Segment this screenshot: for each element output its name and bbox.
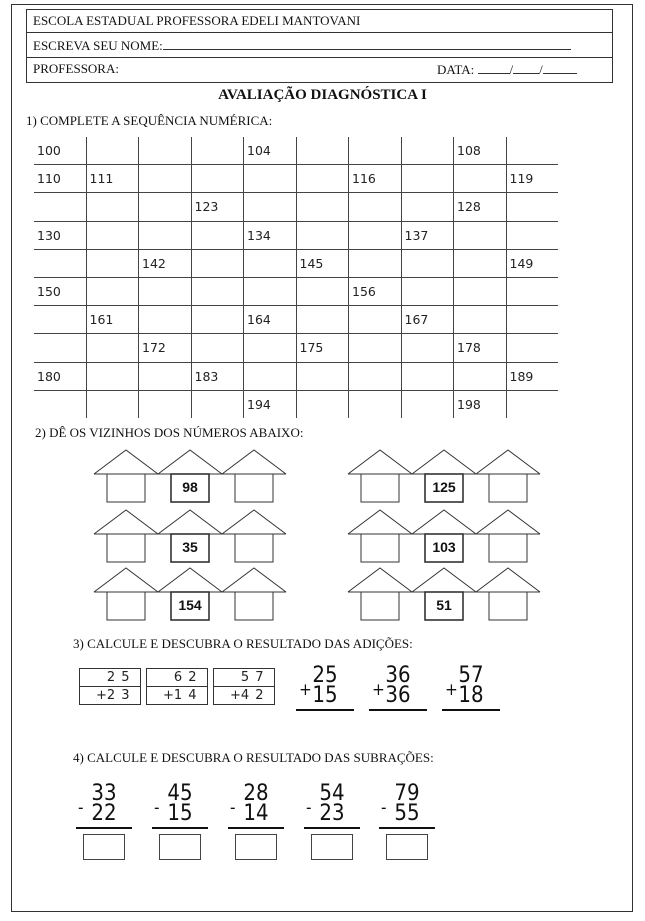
grid-blank-cell[interactable] <box>401 137 454 165</box>
addition-digit: 2 <box>185 669 207 687</box>
operand-bottom: 15 <box>167 801 193 826</box>
grid-number: 150 <box>34 277 86 305</box>
grid-blank-cell[interactable] <box>506 137 558 165</box>
answer-box[interactable] <box>386 834 428 860</box>
grid-blank-cell[interactable] <box>86 249 139 277</box>
minus-sign: - <box>381 798 387 818</box>
name-label: ESCREVA SEU NOME: <box>33 38 163 53</box>
subtraction-problem <box>304 781 360 826</box>
q2-label: 2) DÊ OS VIZINHOS DOS NÚMEROS ABAIXO: <box>35 425 304 440</box>
grid-number: 180 <box>34 362 86 390</box>
house-icon <box>348 568 412 620</box>
grid-blank-cell[interactable] <box>454 165 507 193</box>
header-divider <box>27 57 612 58</box>
addition-table <box>79 668 141 705</box>
operand-bottom: 55 <box>394 801 420 826</box>
date-day-field[interactable] <box>478 61 510 74</box>
grid-blank-cell[interactable] <box>86 334 139 362</box>
grid-blank-cell[interactable] <box>296 390 349 418</box>
grid-number: 119 <box>506 165 558 193</box>
header-box <box>26 9 613 83</box>
grid-blank-cell[interactable] <box>191 390 244 418</box>
grid-row <box>34 306 558 334</box>
grid-blank-cell[interactable] <box>349 306 402 334</box>
house-neighbor-box[interactable] <box>476 568 540 620</box>
grid-number: 178 <box>454 334 507 362</box>
teacher-label: PROFESSORA: <box>33 61 119 76</box>
grid-blank-cell[interactable] <box>86 362 139 390</box>
addition-problem <box>296 663 354 708</box>
grid-blank-cell[interactable] <box>401 165 454 193</box>
result-line <box>76 827 132 829</box>
grid-row <box>34 221 558 249</box>
grid-blank-cell[interactable] <box>349 362 402 390</box>
grid-number: 104 <box>244 137 297 165</box>
house-neighbor-box[interactable] <box>348 568 412 620</box>
house-neighbor-box[interactable] <box>476 510 540 562</box>
grid-blank-cell[interactable] <box>454 221 507 249</box>
grid-number: 123 <box>191 193 244 221</box>
operand-bottom: 15 <box>312 683 338 708</box>
house-middle <box>412 450 476 502</box>
grid-number: 100 <box>34 137 86 165</box>
grid-blank-cell[interactable] <box>349 390 402 418</box>
subtraction-problem <box>379 781 435 826</box>
grid-blank-cell[interactable] <box>139 362 192 390</box>
name-field[interactable] <box>163 37 571 50</box>
result-line <box>152 827 208 829</box>
grid-number: 116 <box>349 165 402 193</box>
date-year-field[interactable] <box>543 61 577 74</box>
grid-blank-cell[interactable] <box>401 193 454 221</box>
grid-blank-cell[interactable] <box>139 221 192 249</box>
grid-blank-cell[interactable] <box>506 221 558 249</box>
operand-top: 36 <box>385 663 411 688</box>
grid-number: 108 <box>454 137 507 165</box>
grid-number: 149 <box>506 249 558 277</box>
operand-bottom: 14 <box>243 801 269 826</box>
school-name: ESCOLA ESTADUAL PROFESSORA EDELI MANTOVANI <box>33 13 361 28</box>
house-number: 51 <box>436 597 452 613</box>
result-line <box>369 709 427 711</box>
grid-blank-cell[interactable] <box>86 277 139 305</box>
addition-digit: 6 <box>147 669 186 687</box>
grid-blank-cell[interactable] <box>349 334 402 362</box>
grid-blank-cell[interactable] <box>139 165 192 193</box>
grid-row <box>34 165 558 193</box>
operand-top: 28 <box>243 781 269 806</box>
addition-digit: 2 <box>255 688 264 703</box>
grid-number: 128 <box>454 193 507 221</box>
grid-blank-cell[interactable] <box>506 277 558 305</box>
house-icon <box>348 450 412 502</box>
grid-blank-cell[interactable] <box>401 277 454 305</box>
grid-blank-cell[interactable] <box>506 306 558 334</box>
operand-top: 25 <box>312 663 338 688</box>
house-icon <box>94 450 158 502</box>
addition-digit: 4 <box>188 688 197 703</box>
grid-number: 134 <box>244 221 297 249</box>
grid-number: 156 <box>349 277 402 305</box>
grid-blank-cell[interactable] <box>139 193 192 221</box>
grid-row <box>34 249 558 277</box>
operand-top: 54 <box>319 781 345 806</box>
number-grid <box>34 137 558 418</box>
operand-bottom: 22 <box>91 801 117 826</box>
addition-problem <box>442 663 500 708</box>
house-icon <box>94 510 158 562</box>
addition-problem <box>369 663 427 708</box>
house-icon <box>94 568 158 620</box>
date-label: DATA: <box>437 62 475 77</box>
answer-box[interactable] <box>235 834 277 860</box>
grid-blank-cell[interactable] <box>454 306 507 334</box>
grid-blank-cell[interactable] <box>401 334 454 362</box>
date-month-field[interactable] <box>513 61 539 74</box>
grid-blank-cell[interactable] <box>506 390 558 418</box>
grid-blank-cell[interactable] <box>296 193 349 221</box>
grid-blank-cell[interactable] <box>506 193 558 221</box>
addition-digit: 3 <box>121 688 130 703</box>
house-icon <box>222 450 286 502</box>
house-number: 103 <box>432 539 456 555</box>
q1-label: 1) COMPLETE A SEQUÊNCIA NUMÉRICA: <box>26 113 273 128</box>
grid-blank-cell[interactable] <box>296 165 349 193</box>
grid-row <box>34 137 558 165</box>
addition-digit: +2 <box>96 688 116 703</box>
plus-sign: + <box>372 680 385 700</box>
addition-digit: 5 <box>214 669 253 687</box>
addition-digit: +4 <box>230 688 250 703</box>
plus-sign: + <box>445 680 458 700</box>
grid-blank-cell[interactable] <box>86 221 139 249</box>
grid-blank-cell[interactable] <box>191 277 244 305</box>
grid-blank-cell[interactable] <box>191 249 244 277</box>
house-middle <box>158 450 222 502</box>
grid-number: 167 <box>401 306 454 334</box>
addition-digit: +1 <box>163 688 183 703</box>
addition-table <box>213 668 275 705</box>
grid-blank-cell[interactable] <box>506 334 558 362</box>
result-line <box>442 709 500 711</box>
operand-top: 57 <box>458 663 484 688</box>
grid-blank-cell[interactable] <box>139 306 192 334</box>
grid-row <box>34 193 558 221</box>
grid-number: 137 <box>401 221 454 249</box>
minus-sign: - <box>78 798 84 818</box>
addition-digit: 2 <box>80 669 119 687</box>
grid-number: 194 <box>244 390 297 418</box>
grid-blank-cell[interactable] <box>191 137 244 165</box>
house-neighbor-box[interactable] <box>94 450 158 502</box>
minus-sign: - <box>306 798 312 818</box>
grid-number: 161 <box>86 306 139 334</box>
grid-blank-cell[interactable] <box>244 165 297 193</box>
operand-bottom: 18 <box>458 683 484 708</box>
minus-sign: - <box>230 798 236 818</box>
house-neighbor-box[interactable] <box>222 450 286 502</box>
grid-blank-cell[interactable] <box>244 362 297 390</box>
grid-blank-cell[interactable] <box>296 306 349 334</box>
grid-blank-cell[interactable] <box>34 193 86 221</box>
grid-blank-cell[interactable] <box>244 193 297 221</box>
house-middle <box>158 568 222 620</box>
grid-blank-cell[interactable] <box>401 249 454 277</box>
house-icon <box>222 510 286 562</box>
grid-blank-cell[interactable] <box>191 165 244 193</box>
result-line <box>379 827 435 829</box>
page-title: AVALIAÇÃO DIAGNÓSTICA I <box>218 87 427 103</box>
grid-row <box>34 334 558 362</box>
grid-number: 164 <box>244 306 297 334</box>
grid-blank-cell[interactable] <box>34 249 86 277</box>
grid-blank-cell[interactable] <box>244 334 297 362</box>
header-divider <box>27 32 612 33</box>
grid-blank-cell[interactable] <box>349 137 402 165</box>
house-icon <box>348 510 412 562</box>
grid-number: 172 <box>139 334 192 362</box>
answer-box[interactable] <box>311 834 353 860</box>
house-number: 125 <box>432 479 456 495</box>
grid-number: 142 <box>139 249 192 277</box>
house-neighbor-box[interactable] <box>348 510 412 562</box>
grid-blank-cell[interactable] <box>139 390 192 418</box>
house-icon <box>476 450 540 502</box>
addition-digit: 7 <box>252 669 274 687</box>
minus-sign: - <box>154 798 160 818</box>
grid-blank-cell[interactable] <box>454 362 507 390</box>
grid-number: 189 <box>506 362 558 390</box>
grid-number: 111 <box>86 165 139 193</box>
grid-blank-cell[interactable] <box>191 221 244 249</box>
grid-number: 198 <box>454 390 507 418</box>
grid-blank-cell[interactable] <box>191 334 244 362</box>
addition-digit: 5 <box>118 669 140 687</box>
q4-label: 4) CALCULE E DESCUBRA O RESULTADO DAS SUBRAÇÕES: <box>73 750 434 765</box>
operand-bottom: 23 <box>319 801 345 826</box>
plus-sign: + <box>299 680 312 700</box>
grid-blank-cell[interactable] <box>454 277 507 305</box>
grid-number: 110 <box>34 165 86 193</box>
grid-number: 130 <box>34 221 86 249</box>
subtraction-problem <box>228 781 284 826</box>
grid-blank-cell[interactable] <box>86 137 139 165</box>
answer-box[interactable] <box>159 834 201 860</box>
result-line <box>296 709 354 711</box>
operand-bottom: 36 <box>385 683 411 708</box>
grid-blank-cell[interactable] <box>244 277 297 305</box>
date-separator: / <box>539 62 543 77</box>
house-neighbor-box[interactable] <box>222 510 286 562</box>
house-neighbor-box[interactable] <box>476 450 540 502</box>
grid-blank-cell[interactable] <box>296 277 349 305</box>
grid-row <box>34 390 558 418</box>
grid-blank-cell[interactable] <box>139 277 192 305</box>
grid-blank-cell[interactable] <box>191 306 244 334</box>
grid-blank-cell[interactable] <box>86 390 139 418</box>
grid-number: 183 <box>191 362 244 390</box>
house-number: 98 <box>182 479 198 495</box>
grid-number: 145 <box>296 249 349 277</box>
grid-blank-cell[interactable] <box>349 249 402 277</box>
grid-blank-cell[interactable] <box>401 390 454 418</box>
house-neighbor-box[interactable] <box>94 510 158 562</box>
subtraction-problem <box>76 781 132 826</box>
house-icon <box>476 510 540 562</box>
grid-number: 175 <box>296 334 349 362</box>
grid-blank-cell[interactable] <box>349 193 402 221</box>
house-middle <box>412 510 476 562</box>
house-neighbor-box[interactable] <box>348 450 412 502</box>
date-row <box>437 61 577 78</box>
q3-label: 3) CALCULE E DESCUBRA O RESULTADO DAS ADIÇÕES: <box>73 636 413 651</box>
house-neighbor-box[interactable] <box>222 568 286 620</box>
grid-blank-cell[interactable] <box>296 362 349 390</box>
house-icon <box>476 568 540 620</box>
grid-blank-cell[interactable] <box>34 390 86 418</box>
house-neighbor-box[interactable] <box>94 568 158 620</box>
date-separator: / <box>509 62 514 77</box>
result-line <box>228 827 284 829</box>
grid-blank-cell[interactable] <box>244 249 297 277</box>
grid-blank-cell[interactable] <box>34 334 86 362</box>
operand-top: 79 <box>394 781 420 806</box>
addition-table <box>146 668 208 705</box>
grid-blank-cell[interactable] <box>296 221 349 249</box>
grid-blank-cell[interactable] <box>86 193 139 221</box>
operand-top: 33 <box>91 781 117 806</box>
house-number: 154 <box>178 597 202 613</box>
answer-box[interactable] <box>83 834 125 860</box>
house-middle <box>158 510 222 562</box>
grid-blank-cell[interactable] <box>349 221 402 249</box>
grid-blank-cell[interactable] <box>296 137 349 165</box>
grid-row <box>34 362 558 390</box>
name-row <box>33 37 571 54</box>
subtraction-problem <box>152 781 208 826</box>
house-number: 35 <box>182 539 198 555</box>
grid-row <box>34 277 558 305</box>
grid-blank-cell[interactable] <box>454 249 507 277</box>
house-icon <box>222 568 286 620</box>
result-line <box>304 827 360 829</box>
grid-blank-cell[interactable] <box>34 306 86 334</box>
grid-blank-cell[interactable] <box>401 362 454 390</box>
grid-blank-cell[interactable] <box>139 137 192 165</box>
house-middle <box>412 568 476 620</box>
operand-top: 45 <box>167 781 193 806</box>
